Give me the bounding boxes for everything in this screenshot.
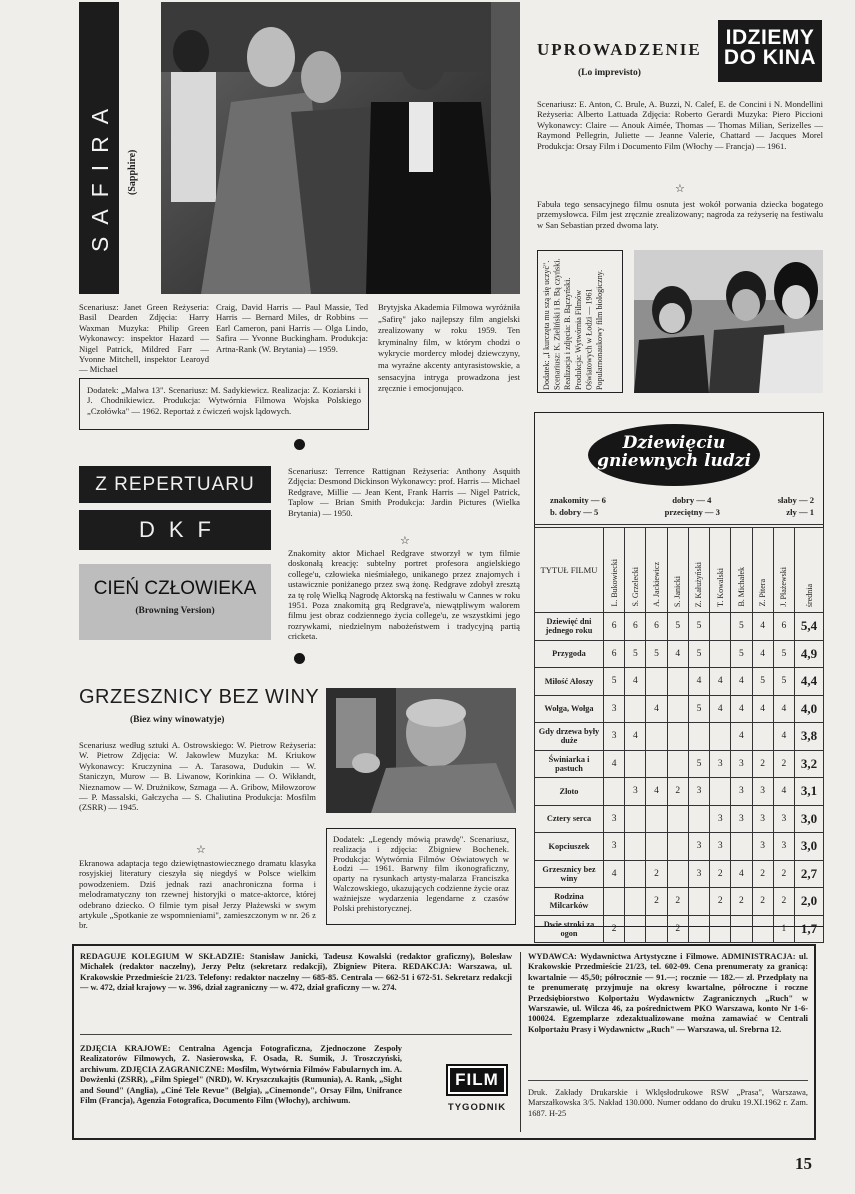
score-cell — [604, 778, 625, 806]
uprowadzenie-still-photo — [634, 250, 823, 393]
score-cell — [646, 805, 667, 833]
score-cell — [688, 888, 709, 916]
score-cell: 5 — [667, 613, 688, 641]
score-cell: 5 — [731, 640, 752, 668]
score-cell: 4 — [752, 640, 773, 668]
ratings-table — [534, 527, 824, 943]
score-cell — [625, 833, 646, 861]
score-cell: 3 — [604, 805, 625, 833]
film-title-cell: Wołga, Wołga — [535, 695, 604, 723]
score-cell: 6 — [646, 613, 667, 641]
logo-line1: IDZIEMY — [725, 26, 815, 49]
dkf-credits: Scenariusz: Terrence Rattignan Reżyseria: Anthony Asquith Zdjęcia: Desmond Dickinson Wykonawcy: prof. Harris — Michael Redgrave, Millie — Jean Kent, Frank Harris — Nigel Patrick, Taplow — Brian Smith Produkcja: Jardin Pictures (Wielka Brytania) — 1950. — [288, 466, 520, 518]
table-row — [535, 805, 824, 833]
score-cell: 4 — [604, 750, 625, 778]
dot-2 — [294, 653, 305, 664]
score-cell: 3 — [688, 778, 709, 806]
legend-item: zły — 1 — [786, 507, 814, 517]
grzesznicy-star: ☆ — [196, 844, 206, 856]
table-row — [535, 640, 824, 668]
average-cell: 2,0 — [795, 888, 824, 916]
average-cell: 3,8 — [795, 723, 824, 751]
score-cell — [667, 668, 688, 696]
average-cell: 4,4 — [795, 668, 824, 696]
score-cell: 4 — [773, 695, 794, 723]
average-cell: 3,0 — [795, 833, 824, 861]
score-cell — [710, 640, 731, 668]
average-cell: 3,0 — [795, 805, 824, 833]
tygodnik-label: TYGODNIK — [447, 1102, 507, 1113]
dkf-film-title: CIEŃ CZŁOWIEKA — [93, 578, 257, 599]
score-cell: 3 — [752, 833, 773, 861]
score-cell: 4 — [646, 695, 667, 723]
score-cell: 2 — [710, 860, 731, 888]
legend-item: znakomity — 6 — [550, 495, 606, 505]
score-cell: 2 — [752, 888, 773, 916]
redakcja-info: REDAGUJE KOLEGIUM W SKŁADZIE: Stanisław Janicki, Tadeusz Kowalski (redaktor graficzny), Bolesław Michałek (redaktor naczelny), Jerzy Peltz (sekretarz redakcji), Zbigniew Pitera. REDAKCJA: Warszawa, ul. Krakowskie Przedmieście 21/23. Telefony: redaktor naczelny — 685-85. Centrala — 662-51 i 672-51. Sekretarz redakcji — w. 472, dział krajowy — w. 396, dział zagraniczny — w. 472, dział graficzny — w. 274. — [80, 952, 512, 993]
score-cell: 5 — [604, 668, 625, 696]
score-cell — [646, 668, 667, 696]
score-cell — [667, 723, 688, 751]
grzesznicy-credits: Scenariusz według sztuki A. Ostrowskiego: W. Pietrow Reżyseria: W. Pietrow Zdjęcia: W. Jakowlew Muzyka: M. Kriukow Wykonawcy: Kruczynina — A. Tarasowa, Dudukin — W. Staniczyn, Murow — B. Liwanow, Korinkina — O. Wikłandt, Nieznamow — W. Drużnikow, Szmaga — A. Gribow, Miłowzorow — P. Massalski, Gałczycha — S. Chaliutina Produkcja: Mosfilm (ZSRR) — 1945. — [79, 740, 316, 813]
score-cell: 1 — [773, 915, 794, 943]
safira-subtitle: (Sapphire) — [127, 149, 138, 195]
ratings-title-badge — [588, 424, 760, 486]
score-cell: 2 — [752, 860, 773, 888]
score-cell: 3 — [604, 723, 625, 751]
score-cell: 5 — [773, 668, 794, 696]
score-cell — [667, 833, 688, 861]
score-cell: 4 — [667, 640, 688, 668]
average-cell: 4,9 — [795, 640, 824, 668]
uprowadzenie-title: UPROWADZENIE — [537, 40, 702, 59]
score-cell — [625, 860, 646, 888]
safira-title: SAFIRA — [87, 96, 113, 252]
score-cell: 5 — [646, 640, 667, 668]
table-row — [535, 915, 824, 943]
score-cell: 3 — [604, 833, 625, 861]
legend-divider — [534, 524, 824, 525]
score-cell: 4 — [731, 668, 752, 696]
grzesznicy-dodatek-box: Dodatek: „Legendy mówią prawdę". Scenariusz, realizacja i zdjęcia: Zbigniew Bochenek. Produkcja: Wytwórnia Filmów Oświatowych w Łodzi — 1961. Barwny film ikonograficzny, oparty na rysunkach artysty-malarza Franciszka Walczowskiego, ukazujących codzienne życie oraz ważniejsze wydarzenia legendarne z czasów Polski prehistorycznej. — [326, 828, 516, 925]
zdjecia-info: ZDJĘCIA KRAJOWE: Centralna Agencja Fotograficzna, Zjednoczone Zespoły Realizatorów Filmowych, Z. Nasierowska, F. Osada, R. Sumik, J. Troszczyński, archiwum. ZDJĘCIA ZAGRANICZNE: Mosfilm, Wytwórnia Filmów Fabularnych im. A. Dowżenki (ZSRR), „Film Spiegel" (NRD), W. Kryszczukajtis (Rumunia), A. Rank, „Sight and Sound" (Anglia), „Ciné Tele Revue" (Belgia), „Cinemonde", Orsay Film, Unifrance Film (Francja), Agenzia Fotografica, Documento Film (Włochy), archiwum. — [80, 1044, 402, 1106]
score-cell: 5 — [688, 613, 709, 641]
score-cell: 5 — [688, 750, 709, 778]
score-cell: 2 — [773, 750, 794, 778]
film-title-cell: Grzesznicy bez winy — [535, 860, 604, 888]
score-cell: 3 — [688, 860, 709, 888]
dkf-label: DKF — [139, 517, 225, 542]
film-tygodnik-logo — [444, 1066, 510, 1113]
uprowadzenie-credits: Scenariusz: E. Anton, C. Brule, A. Buzzi, N. Calef, E. de Concini i N. Mondellini Reżyseria: Alberto Lattuada Zdjęcia: Roberto Gerardi Muzyka: Piero Piccioni Wykonawcy: Claire — Anouk Aimée, Thomas — Thomas Milian, Serizelles — Raymond Pellegrin, Juliette — Jeanne Valerie, Chattard — Jacques Morel Produkcja: Orsay Film i Documento Film (Włochy — Francja) — 1961. — [537, 99, 823, 151]
dot-1 — [294, 439, 305, 450]
dkf-repertuar-label: Z REPERTUARU — [95, 474, 255, 495]
wydawca-info: WYDAWCA: Wydawnictwa Artystyczne i Filmowe. ADMINISTRACJA: ul. Krakowskie Przedmieście 21/23, tel. 602-09. Cena prenumeraty za granicą: kwartalnie — 45,50; półrocznie — 91.—; rocznie — 182.— zł. Przedpłaty na te prenumeratę przyjmuje na okresy kwartalne, półroczne i roczne Przedsiębiorstwo Kolportażu Wydawnictw Zagranicznych „Ruch" w Warszawie, ul. Wilcza 46, za pośrednictwem PKO Warszawa, konto Nr 1-6-100024. Egzemplarze zdezaktualizowane można zamawiać w Centrali Kolportażu Prasy i Wydawnictw „Ruch" — Warszawa, ul. Srebrna 12. — [528, 952, 808, 1034]
grzesznicy-subtitle: (Biez winy winowatyje) — [130, 715, 225, 725]
score-cell: 3 — [731, 750, 752, 778]
table-row — [535, 695, 824, 723]
score-cell — [688, 805, 709, 833]
table-row — [535, 613, 824, 641]
score-cell: 2 — [731, 888, 752, 916]
score-cell: 4 — [688, 668, 709, 696]
score-cell: 5 — [773, 640, 794, 668]
safira-scene-image — [161, 2, 520, 294]
score-cell: 4 — [710, 695, 731, 723]
film-title-cell: Dziewięć dni jednego roku — [535, 613, 604, 641]
film-title-cell: Świniarka i pastuch — [535, 750, 604, 778]
score-cell: 6 — [773, 613, 794, 641]
dkf-star: ☆ — [400, 535, 410, 547]
score-cell — [667, 860, 688, 888]
header-critic: S. Grzelecki — [625, 528, 646, 613]
score-cell — [625, 888, 646, 916]
score-cell — [646, 915, 667, 943]
table-row — [535, 668, 824, 696]
score-cell: 3 — [710, 833, 731, 861]
score-cell: 3 — [604, 695, 625, 723]
score-cell: 2 — [667, 888, 688, 916]
score-cell — [752, 915, 773, 943]
header-title: TYTUŁ FILMU — [535, 528, 604, 613]
ratings-title-line1: Dziewięciu — [622, 433, 726, 453]
uprowadzenie-scene-image — [634, 250, 823, 393]
score-cell — [667, 750, 688, 778]
legend-row-2 — [550, 507, 814, 517]
score-cell: 6 — [625, 613, 646, 641]
average-cell: 4,0 — [795, 695, 824, 723]
score-cell — [625, 750, 646, 778]
film-title-cell: Gdy drzewa były duże — [535, 723, 604, 751]
table-row — [535, 723, 824, 751]
score-cell — [731, 833, 752, 861]
legend-item: przeciętny — 3 — [664, 507, 720, 517]
score-cell: 2 — [773, 888, 794, 916]
score-cell: 4 — [625, 668, 646, 696]
dkf-repertuar-bar — [79, 466, 271, 503]
table-row — [535, 888, 824, 916]
uprowadzenie-dodatek-box — [537, 250, 623, 393]
uprowadzenie-subtitle: (Lo imprevisto) — [578, 68, 641, 78]
score-cell — [688, 915, 709, 943]
score-cell: 4 — [752, 695, 773, 723]
safira-credits-col1: Scenariusz: Janet Green Reżyseria: Basil Dearden Zdjęcia: Harry Waxman Muzyka: Philip Green Wykonawcy: inspektor Hazard — Nigel Patrick, Mildred Farr — Yvonne Mitchell, inspektor Learoyd — Michael — [79, 302, 209, 375]
safira-title-bar — [79, 2, 119, 294]
score-cell: 3 — [752, 805, 773, 833]
dkf-review: Znakomity aktor Michael Redgrave stworzył w tym filmie doskonałą kreację: subtelny portret profesora angielskiego college'u, człowieka nieśmiałego, unikanego przez znajomych i ustawicznie poniżanego przez swą żonę. Redgrave zdobył zresztą za tę rolę Wielką Nagrodę Aktorską na festiwalu w Cannes w roku 1951. Poza znakomitą grą Redgrave'a, niewątpliwym walorem filmu jest obraz codziennego życia college'u, ze wszystkimi jego rozrywkami, niedzielnym nabożeństwem i tradycyjną partią cricketa. — [288, 548, 520, 642]
film-title-cell: Kopciuszek — [535, 833, 604, 861]
ratings-legend — [550, 495, 814, 517]
score-cell: 5 — [752, 668, 773, 696]
score-cell — [688, 723, 709, 751]
score-cell — [625, 695, 646, 723]
score-cell: 2 — [667, 778, 688, 806]
druk-info: Druk. Zakłady Drukarskie i Wklęsłodrukowe RSW „Prasa", Warszawa, Marszałkowska 3/5. Nakład 130.000. Numer oddano do druku 19.XI.1962 r. Zam. 1687. H-25 — [528, 1088, 808, 1118]
score-cell: 3 — [710, 805, 731, 833]
score-cell: 2 — [646, 888, 667, 916]
score-cell: 3 — [752, 778, 773, 806]
score-cell: 4 — [710, 668, 731, 696]
header-average: średnia — [795, 528, 824, 613]
score-cell: 2 — [710, 888, 731, 916]
legend-item: dobry — 4 — [672, 495, 712, 505]
masthead-hline — [80, 1034, 512, 1035]
score-cell: 4 — [731, 695, 752, 723]
score-cell: 4 — [773, 723, 794, 751]
grzesznicy-review: Ekranowa adaptacja tego dziewiętnastowiecznego dramatu klasyka rosyjskiej literatury cieszyła się niegdyś w Polsce wielkim powodzeniem. Dziś jednak razi anachroniczna forma i melodramatyczny ton rzewnej historyjki o matce-aktorce, której odebrano dziecko. O filmie tym pisał Jerzy Płażewski w swym artykule „Spotkanie ze wspomnieniami", zamieszczonym w nr. 26 z br. — [79, 858, 316, 931]
score-cell — [710, 723, 731, 751]
film-title-cell: Miłość Ałoszy — [535, 668, 604, 696]
score-cell: 3 — [710, 750, 731, 778]
film-title-cell: Przygoda — [535, 640, 604, 668]
film-title-cell: Rodzina Milcarków — [535, 888, 604, 916]
header-critic: T. Kowalski — [710, 528, 731, 613]
masthead-divider — [520, 952, 521, 1132]
average-cell: 2,7 — [795, 860, 824, 888]
safira-still-photo — [161, 2, 520, 294]
header-critic: B. Michałek — [731, 528, 752, 613]
score-cell: 4 — [604, 860, 625, 888]
table-row — [535, 750, 824, 778]
average-cell: 5,4 — [795, 613, 824, 641]
score-cell — [646, 833, 667, 861]
idziemy-do-kina-logo — [718, 20, 822, 82]
score-cell: 3 — [625, 778, 646, 806]
ratings-body — [535, 613, 824, 943]
dkf-bar — [79, 510, 271, 550]
score-cell: 2 — [667, 915, 688, 943]
score-cell: 2 — [752, 750, 773, 778]
score-cell — [710, 613, 731, 641]
druk-divider — [528, 1080, 808, 1081]
ratings-header-row — [535, 528, 824, 613]
score-cell — [667, 695, 688, 723]
score-cell: 2 — [604, 915, 625, 943]
score-cell: 2 — [646, 860, 667, 888]
safira-dodatek-box: Dodatek: „Malwa 13". Scenariusz: M. Sadykiewicz. Realizacja: Z. Koziarski i J. Chodnikiewicz. Produkcja: Wytwórnia Filmowa Wojska Polskiego „Czołówka" — 1962. Reportaż z ćwiczeń wojsk lądowych. — [79, 378, 369, 430]
average-cell: 3,2 — [795, 750, 824, 778]
header-critic: A. Jackiewicz — [646, 528, 667, 613]
header-critic: J. Płażewski — [773, 528, 794, 613]
film-title-cell: Cztery serca — [535, 805, 604, 833]
safira-review: Brytyjska Akademia Filmowa wyróżniła „Safirę" jako najlepszy film angielski zrealizowany w roku 1959. Ten kryminalny film, w którym chodzi o wykrycie mordercy młodej dziewczyny, ma wyraźne akcenty antyrasistowskie, a sensacyjna intryga prowadzona jest zręcznie i emocjonująco. — [378, 302, 520, 394]
score-cell: 2 — [773, 860, 794, 888]
score-cell — [752, 723, 773, 751]
score-cell: 3 — [773, 805, 794, 833]
score-cell — [604, 888, 625, 916]
score-cell: 4 — [625, 723, 646, 751]
score-cell: 3 — [688, 833, 709, 861]
grzesznicy-still-photo — [326, 688, 516, 813]
score-cell: 4 — [731, 723, 752, 751]
score-cell — [667, 805, 688, 833]
score-cell — [710, 915, 731, 943]
logo-line2: DO KINA — [723, 46, 817, 69]
table-row — [535, 833, 824, 861]
score-cell: 3 — [773, 833, 794, 861]
ratings-table-wrap — [534, 527, 824, 943]
score-cell: 5 — [625, 640, 646, 668]
score-cell: 6 — [604, 640, 625, 668]
score-cell: 4 — [773, 778, 794, 806]
header-critic: Z. Kałużyński — [688, 528, 709, 613]
film-title-cell: Dwie stroki za ogon — [535, 915, 604, 943]
grzesznicy-title: GRZESZNICY BEZ WINY — [79, 686, 320, 708]
score-cell — [625, 805, 646, 833]
dkf-title-panel — [79, 564, 271, 640]
safira-credits-col2: Craig, David Harris — Paul Massie, Ted Harris — Bernard Miles, dr Robbins — Earl Cameron, pani Harris — Olga Lindo, Safira — Yvonne Buckingham. Produkcja: Artna-Rank (W. Brytania) — 1959. — [216, 302, 368, 354]
header-critic: L. Bukowiecki — [604, 528, 625, 613]
score-cell: 4 — [752, 613, 773, 641]
uprowadzenie-star: ☆ — [675, 183, 685, 195]
score-cell: 5 — [688, 695, 709, 723]
score-cell — [731, 915, 752, 943]
table-row — [535, 778, 824, 806]
score-cell — [710, 778, 731, 806]
average-cell: 3,1 — [795, 778, 824, 806]
score-cell: 6 — [604, 613, 625, 641]
score-cell: 3 — [731, 778, 752, 806]
score-cell — [646, 723, 667, 751]
score-cell: 4 — [731, 860, 752, 888]
ratings-title-line2: gniewnych ludzi — [597, 451, 751, 471]
legend-row-1 — [550, 495, 814, 505]
grzesznicy-scene-image — [326, 688, 516, 813]
score-cell: 3 — [731, 805, 752, 833]
dkf-film-subtitle: (Browning Version) — [135, 606, 215, 616]
header-critic: S. Janicki — [667, 528, 688, 613]
score-cell: 5 — [688, 640, 709, 668]
film-title-cell: Złoto — [535, 778, 604, 806]
legend-item: b. dobry — 5 — [550, 507, 599, 517]
table-row — [535, 860, 824, 888]
uprowadzenie-dodatek-text: Dodatek: „I kurczęta mu szą się uczyć". Scenariusz: K. Zieliński i B. Bą czyński. Realizacja i zdjęcia: B. Bączyński. Produkcja: Wytwórnia Filmów Oświatowych w Łodzi — 1961 Popularnonaukowy film biologiczny. — [542, 258, 604, 390]
film-logo: FILM — [448, 1066, 506, 1094]
header-critic: Z. Pitera — [752, 528, 773, 613]
score-cell: 5 — [731, 613, 752, 641]
score-cell — [646, 750, 667, 778]
legend-item: słaby — 2 — [777, 495, 814, 505]
score-cell — [625, 915, 646, 943]
average-cell: 1,7 — [795, 915, 824, 943]
score-cell: 4 — [646, 778, 667, 806]
uprowadzenie-review: Fabuła tego sensacyjnego filmu osnuta jest wokół porwania dziecka bogatego przemysłowca. Film jest zręcznie zrealizowany; nagroda za reżyserię na festiwalu w San Sebastian przed dwoma laty. — [537, 199, 823, 230]
page-number: 15 — [795, 1154, 812, 1173]
